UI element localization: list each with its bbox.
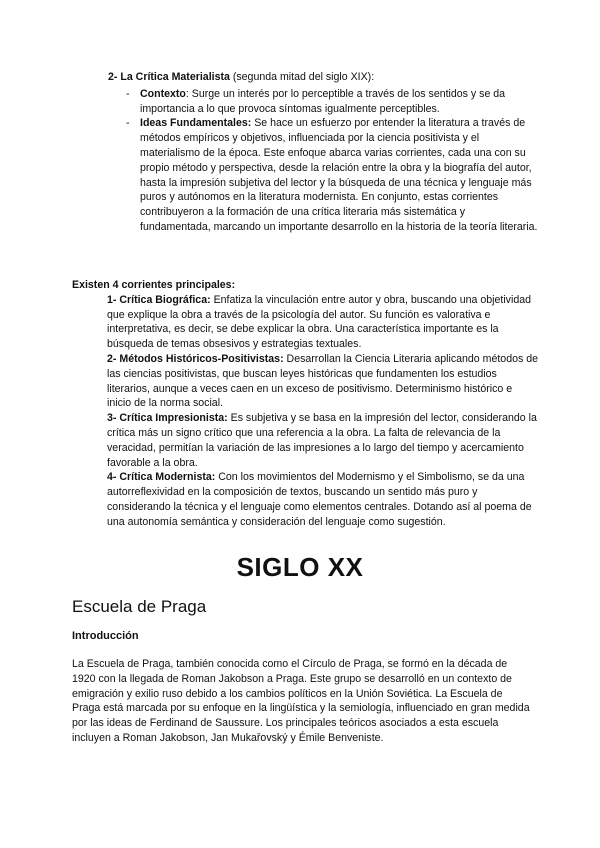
section-materialist-criticism <box>108 70 538 235</box>
bullet-item-ideas <box>108 116 538 234</box>
dash-bullet-icon: - <box>126 87 130 100</box>
current-text: Desarrollan la Ciencia Literaria aplicando métodos de las ciencias positivistas, que buscan leyes históricas que fundamenten los estudios literarios, aunque a veces caen en un exceso de positivismo. Determinismo histórico e inicio de la norma social. <box>107 352 538 410</box>
bullet-text: Se hace un esfuerzo por entender la literatura a través de métodos empíricos y objetivos, influenciada por la ciencia positivista y el materialismo de la época. Este enfoque abarca varias corrientes, cada una con su propio método y perspectiva, desde la relación entre la obra y la biografía del autor, hasta la impresión subjetiva del lector y la búsqueda de una técnica y lenguaje más puros y autónomos en la literatura modernista. En conjunto, estas corrientes contribuyeron a la formación de una crítica literaria más sistemática y fundamentada, marcando un importante desarrollo en la historia de la teoría literaria. <box>140 117 538 233</box>
current-label: 2- Métodos Históricos-Positivistas: <box>107 352 284 365</box>
dash-bullet-icon: - <box>126 117 130 130</box>
section-subtitle: (segunda mitad del siglo XIX): <box>229 71 375 83</box>
prague-school-title: Escuela de Praga <box>72 597 207 616</box>
current-label: 1- Crítica Biográfica: <box>107 293 211 306</box>
section-bullet-list <box>108 87 538 235</box>
current-text: Es subjetiva y se basa en la impresión del lector, considerando la crítica más un signo crítico que una referencia a la obra. La falta de relevancia de la veracidad, permitían la variación de las impresiones a lo largo del tiempo y acercamiento favorable a la obra. <box>107 412 537 469</box>
currents-section <box>72 278 538 530</box>
bullet-label: Ideas Fundamentales: <box>140 117 252 130</box>
section-number: 2- <box>108 71 118 83</box>
introduction-heading: Introducción <box>72 630 139 642</box>
section-title: La Crítica Materialista <box>120 71 230 83</box>
current-text: Enfatiza la vinculación entre autor y obra, buscando una objetividad que explique la obra a través de la psicología del autor. Su función es valorativa e interpretativa, es decir, se debe explicar la obra. Una característica importante es la búsqueda de temas obsesivos y estrategias textuales. <box>107 293 531 351</box>
bullet-item-context <box>108 87 538 117</box>
century-title: SIGLO XX <box>236 552 364 582</box>
current-text: Con los movimientos del Modernismo y el Simbolismo, se da una autorreflexividad en la composición de textos, buscando un sentido más puro y considerando la técnica y el lenguaje como elementos centrales. Dotando así al poema de una autonomía semántica y consideración del lenguaje como sugestión. <box>107 471 532 528</box>
current-label: 4- Crítica Modernista: <box>107 471 216 484</box>
current-item-modernist <box>107 470 538 529</box>
current-item-biographical <box>107 293 538 352</box>
currents-list <box>107 293 538 530</box>
bullet-text: : Surge un interés por lo perceptible a través de los sentidos y se da importancia a lo que provoca síntomas igualmente perceptibles. <box>140 87 506 115</box>
current-label: 3- Crítica Impresionista: <box>107 412 228 425</box>
introduction-paragraph: La Escuela de Praga, también conocida como el Círculo de Praga, se formó en la década de 1920 con la llegada de Roman Jakobson a Praga. Este grupo se desarrolló en un contexto de emigración y exilio ruso debido a los cambios políticos en la Unión Soviética. La Escuela de Praga está marcada por su enfoque en la lingüística y la semiología, influenciado en gran medida por las ideas de Ferdinand de Saussure. Los principales teóricos asociados a esta escuela incluyen a Roman Jakobson, Jan Mukařovský y Émile Benveniste. <box>72 658 530 744</box>
section-heading <box>108 70 538 85</box>
current-item-impressionist <box>107 411 538 470</box>
currents-heading: Existen 4 corrientes principales: <box>72 279 236 291</box>
bullet-label: Contexto <box>140 87 186 100</box>
current-item-historical <box>107 352 538 411</box>
